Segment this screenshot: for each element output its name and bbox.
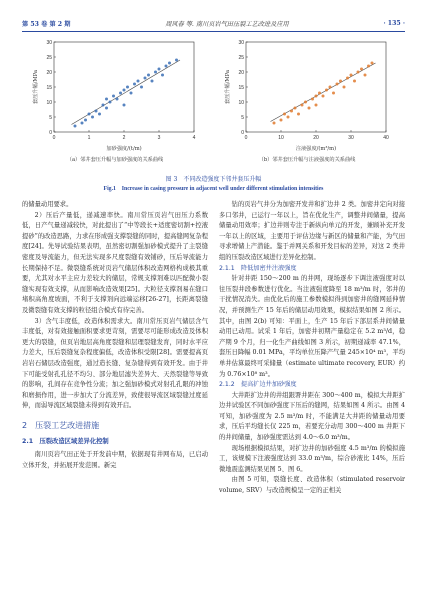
data-point	[119, 92, 122, 95]
paragraph: 南川页岩气田正处于开发前中期，依据现有井网布局，已启动立体开发，并拓展开发范围。新完	[22, 451, 208, 469]
data-point	[123, 104, 126, 107]
data-point	[339, 80, 342, 83]
x-axis-label: 注液强度/(m³/m)	[295, 146, 337, 152]
data-point	[336, 83, 339, 86]
x-tick-label: 30	[348, 135, 354, 141]
data-point	[74, 125, 77, 128]
x-tick-label: 20	[313, 135, 319, 141]
figure-caption-en: Fig.1 Increase in casing pressure in adjacent well under different stimulation intensities	[103, 186, 324, 192]
plot-frame	[246, 42, 386, 132]
subsubsection-heading: 2.1.1 降低加密井注液强度	[219, 264, 297, 272]
data-point	[332, 92, 335, 95]
y-tick-label: 5	[49, 114, 52, 121]
data-point	[371, 62, 374, 65]
data-point	[357, 71, 360, 74]
paragraph: 3）含气丰度低，改造体积需求大。南川常压页岩气储层含气丰度低，对有效接触面积要求更苛刻，需要尽可能形成改造及体积更大的裂缝，但页岩地层高角度裂缝和层理裂缝发育，同时水平应力差大，压后裂缝复杂程度偏低，改造体积受限[28]。需要提高页岩岩石储层改造强度，通过造长缝、复杂缝得到有效开发。由于井下可能受射孔孔径不均匀、部分地层滤失差异大、天然裂缝等导致的影响，孔间存在竞争性分流；加之强加砂模式对射孔孔眼的冲蚀和磨损作用，进一步加大了分流差异，致使很导流区域裂缝过度延伸，而弱导流区域裂缝未得到有效开启。	[22, 317, 208, 410]
y-tick-label: 0	[49, 129, 52, 136]
data-point	[154, 71, 157, 74]
data-point	[151, 80, 154, 83]
fit-line	[271, 63, 376, 122]
data-point	[109, 101, 112, 104]
data-point	[346, 77, 349, 80]
data-point	[353, 80, 356, 83]
data-point	[325, 89, 328, 92]
y-tick-label: 15	[46, 84, 52, 91]
paragraph: 由图 5 可知，裂缝长度、改造体积（stimulated reservoir volume, SRV）与改造规模呈一定的正相关	[219, 476, 405, 495]
data-point	[130, 92, 133, 95]
paragraph: 大井距扩边井的井组跟署井距在 300～400 m，模拟大井距扩边井试验区不同加砂强度下压后的缝网，结果如图 4 所示。由图 4 可知，加砂强度为 2.5 m³/m 时，不能满足大井距的储量动用要求，压后平均缝长仅 225 m，若要充分动用 300～400 m 井距下的井间储量，加砂强度需达到 4.0～6.0 m³/m。	[219, 391, 405, 442]
x-tick-label: 0	[52, 135, 56, 141]
data-point	[137, 80, 140, 83]
data-point	[297, 113, 300, 116]
header-rule	[22, 31, 405, 32]
data-point	[81, 122, 84, 125]
data-point	[158, 68, 161, 71]
y-tick-label: 10	[238, 99, 244, 106]
panel-a-label: （a）邻井套压升幅与加砂强度的关系曲线	[66, 157, 164, 163]
data-point	[322, 95, 325, 98]
section-heading: 2 压裂工艺改进措施	[22, 420, 100, 430]
paragraph: 现场根据模拟结果，对扩边井的加砂强度 4.5 m³/m 的模拟施工，该规模下注液强度达到 33.0 m³/m，综合砂液比 14%，压后微地震监测结果见图 5、图 6。	[219, 444, 405, 473]
data-point	[304, 101, 307, 104]
y-tick-label: 25	[46, 54, 52, 61]
data-point	[165, 65, 168, 68]
data-point	[315, 95, 318, 98]
data-point	[287, 116, 290, 119]
scatter-plot-b	[222, 36, 392, 154]
panel-b-label: （b）邻井套压升幅与注液强度的关系曲线	[258, 157, 356, 163]
data-point	[280, 119, 283, 122]
data-point	[105, 98, 108, 101]
y-tick-label: 20	[46, 69, 52, 76]
data-point	[140, 86, 143, 89]
y-tick-label: 20	[238, 69, 244, 76]
data-point	[112, 95, 115, 98]
page-number: · 135 ·	[383, 19, 405, 27]
data-point	[126, 86, 129, 89]
x-tick-label: 3	[157, 135, 161, 141]
y-tick-label: 10	[46, 99, 52, 106]
data-point	[105, 107, 108, 110]
data-point	[273, 122, 276, 125]
data-point	[290, 110, 293, 113]
data-point	[123, 89, 126, 92]
data-point	[147, 74, 150, 77]
scatter-plot-a	[30, 36, 200, 154]
data-point	[98, 113, 101, 116]
x-tick-label: 10	[278, 135, 284, 141]
data-point	[367, 65, 370, 68]
data-point	[84, 119, 87, 122]
plot-frame	[54, 42, 194, 132]
data-point	[283, 113, 286, 116]
y-tick-label: 5	[241, 114, 244, 121]
data-point	[311, 98, 314, 101]
data-point	[133, 83, 136, 86]
data-point	[343, 86, 346, 89]
y-tick-label: 15	[238, 84, 244, 91]
x-tick-label: 40	[383, 135, 389, 141]
paragraph: 2）压后产量低，递减速率快。南川常压页岩气田压力系数低，日产气量递减较快，对此提出了“中等段长+适度密切割+控液提砂”的改造思路，力求在形成强支撑裂缝的同时，提高缝网复杂程度[24]。先导试验结果表明，虽然密切割强加砂模式提升了主裂缝密度及导流能力，但无法实现多尺度裂缝有效铺砂，压后导流能力长期保持不足。微裂缝系统对页岩气储层体积改造网格构成极其重要，尤其对水平主应力差较大的储层，常规支撑剂难以匹配微小裂缝实现有效支撑，从而影响改造效果[25]。大粒径支撑剂易在缝口堵积高角度坡面，不利于支撑剂向远端运移[26-27]，长距离裂缝及微裂缝有效支撑的粒径组合模式有待完善。	[22, 211, 208, 314]
figure	[22, 36, 405, 206]
y-tick-label: 25	[238, 54, 244, 61]
data-point	[168, 62, 171, 65]
y-tick-label: 30	[238, 39, 244, 46]
data-point	[315, 104, 318, 107]
x-tick-label: 4	[192, 135, 196, 141]
data-point	[91, 116, 94, 119]
x-axis-label: 加砂强度/(t/m)	[106, 146, 142, 152]
data-point	[318, 92, 321, 95]
data-point	[88, 113, 91, 116]
data-point	[175, 59, 178, 62]
x-tick-label: 1	[87, 135, 91, 141]
y-tick-label: 30	[46, 39, 52, 46]
data-point	[301, 104, 304, 107]
figure-caption-cn: 图 3 不同改造强度下邻井套压升幅	[165, 176, 262, 183]
data-point	[116, 98, 119, 101]
journal-volume: 第 53 卷 第 2 期	[22, 20, 71, 28]
data-point	[360, 68, 363, 71]
x-tick-label: 2	[122, 135, 126, 141]
subsubsection-heading: 2.1.2 提高扩边井加砂强度	[219, 381, 297, 389]
data-point	[329, 86, 332, 89]
data-point	[294, 107, 297, 110]
data-point	[364, 74, 367, 77]
right-column	[219, 200, 405, 497]
paragraph: 针对井距 150～200 m 的井网，现场逐步下调注液强度对以往压裂井段参数进行优化。当注液强度降至 18 m³/m 时，邻井的干扰情况消失。由优化后的施工参数模拟得到加密井的缝网延伸情况，并预测生产 15 年后的储层动用效果，模拟结果如图 2 所示。其中，由图 2(b) 可知：平面上，生产 15 年后下部层系井间储量动用已动用。试采 1 年后，加密井初期产量稳定在 5.2 m³/d，稳产期 9 个月，归一化生产曲线如图 3 所示，初期递减率 47.1%，套压日降幅 0.01 MPa，平均单位压降产气量 245×10⁴ m³，平均单井估算最终可采储量（estimate ultimate recovery, EUR）约为 0.76×10⁸ m³。	[219, 275, 405, 378]
data-point	[161, 74, 164, 77]
x-tick-label: 0	[244, 135, 248, 141]
subsection-heading: 2.1 压裂改造区域差异化控制	[22, 438, 109, 446]
data-point	[144, 77, 147, 80]
y-axis-label: 套压升幅/MPa	[33, 69, 39, 105]
data-point	[95, 110, 98, 113]
running-header	[22, 16, 405, 30]
y-axis-label: 套压升幅/MPa	[225, 69, 231, 105]
data-point	[308, 107, 311, 110]
y-tick-label: 0	[241, 129, 244, 136]
left-column	[22, 200, 208, 471]
data-point	[102, 104, 105, 107]
running-title: 周风春 等. 南川页岩气田压裂工艺改进及应用	[165, 20, 289, 28]
data-point	[350, 74, 353, 77]
paragraph: 的储量动用要求。	[22, 201, 73, 208]
paragraph: 钻的页岩气井分为加密开发井和扩边井 2 类。加密井定向对接多口邻井，已运行一年以上，旨在优化生产，调整井间储量，提高储量动用效率；扩边井则专注于新纵向单元的开发，兼顾补充开发一年以上的区域，主要用于评估边缘与新区的储量和产能，为气田寻求增储上产潜能。鉴于并网关系和开发目标的差异，对这 2 类井组的压裂改造区域进行差异化控制。	[219, 201, 405, 261]
